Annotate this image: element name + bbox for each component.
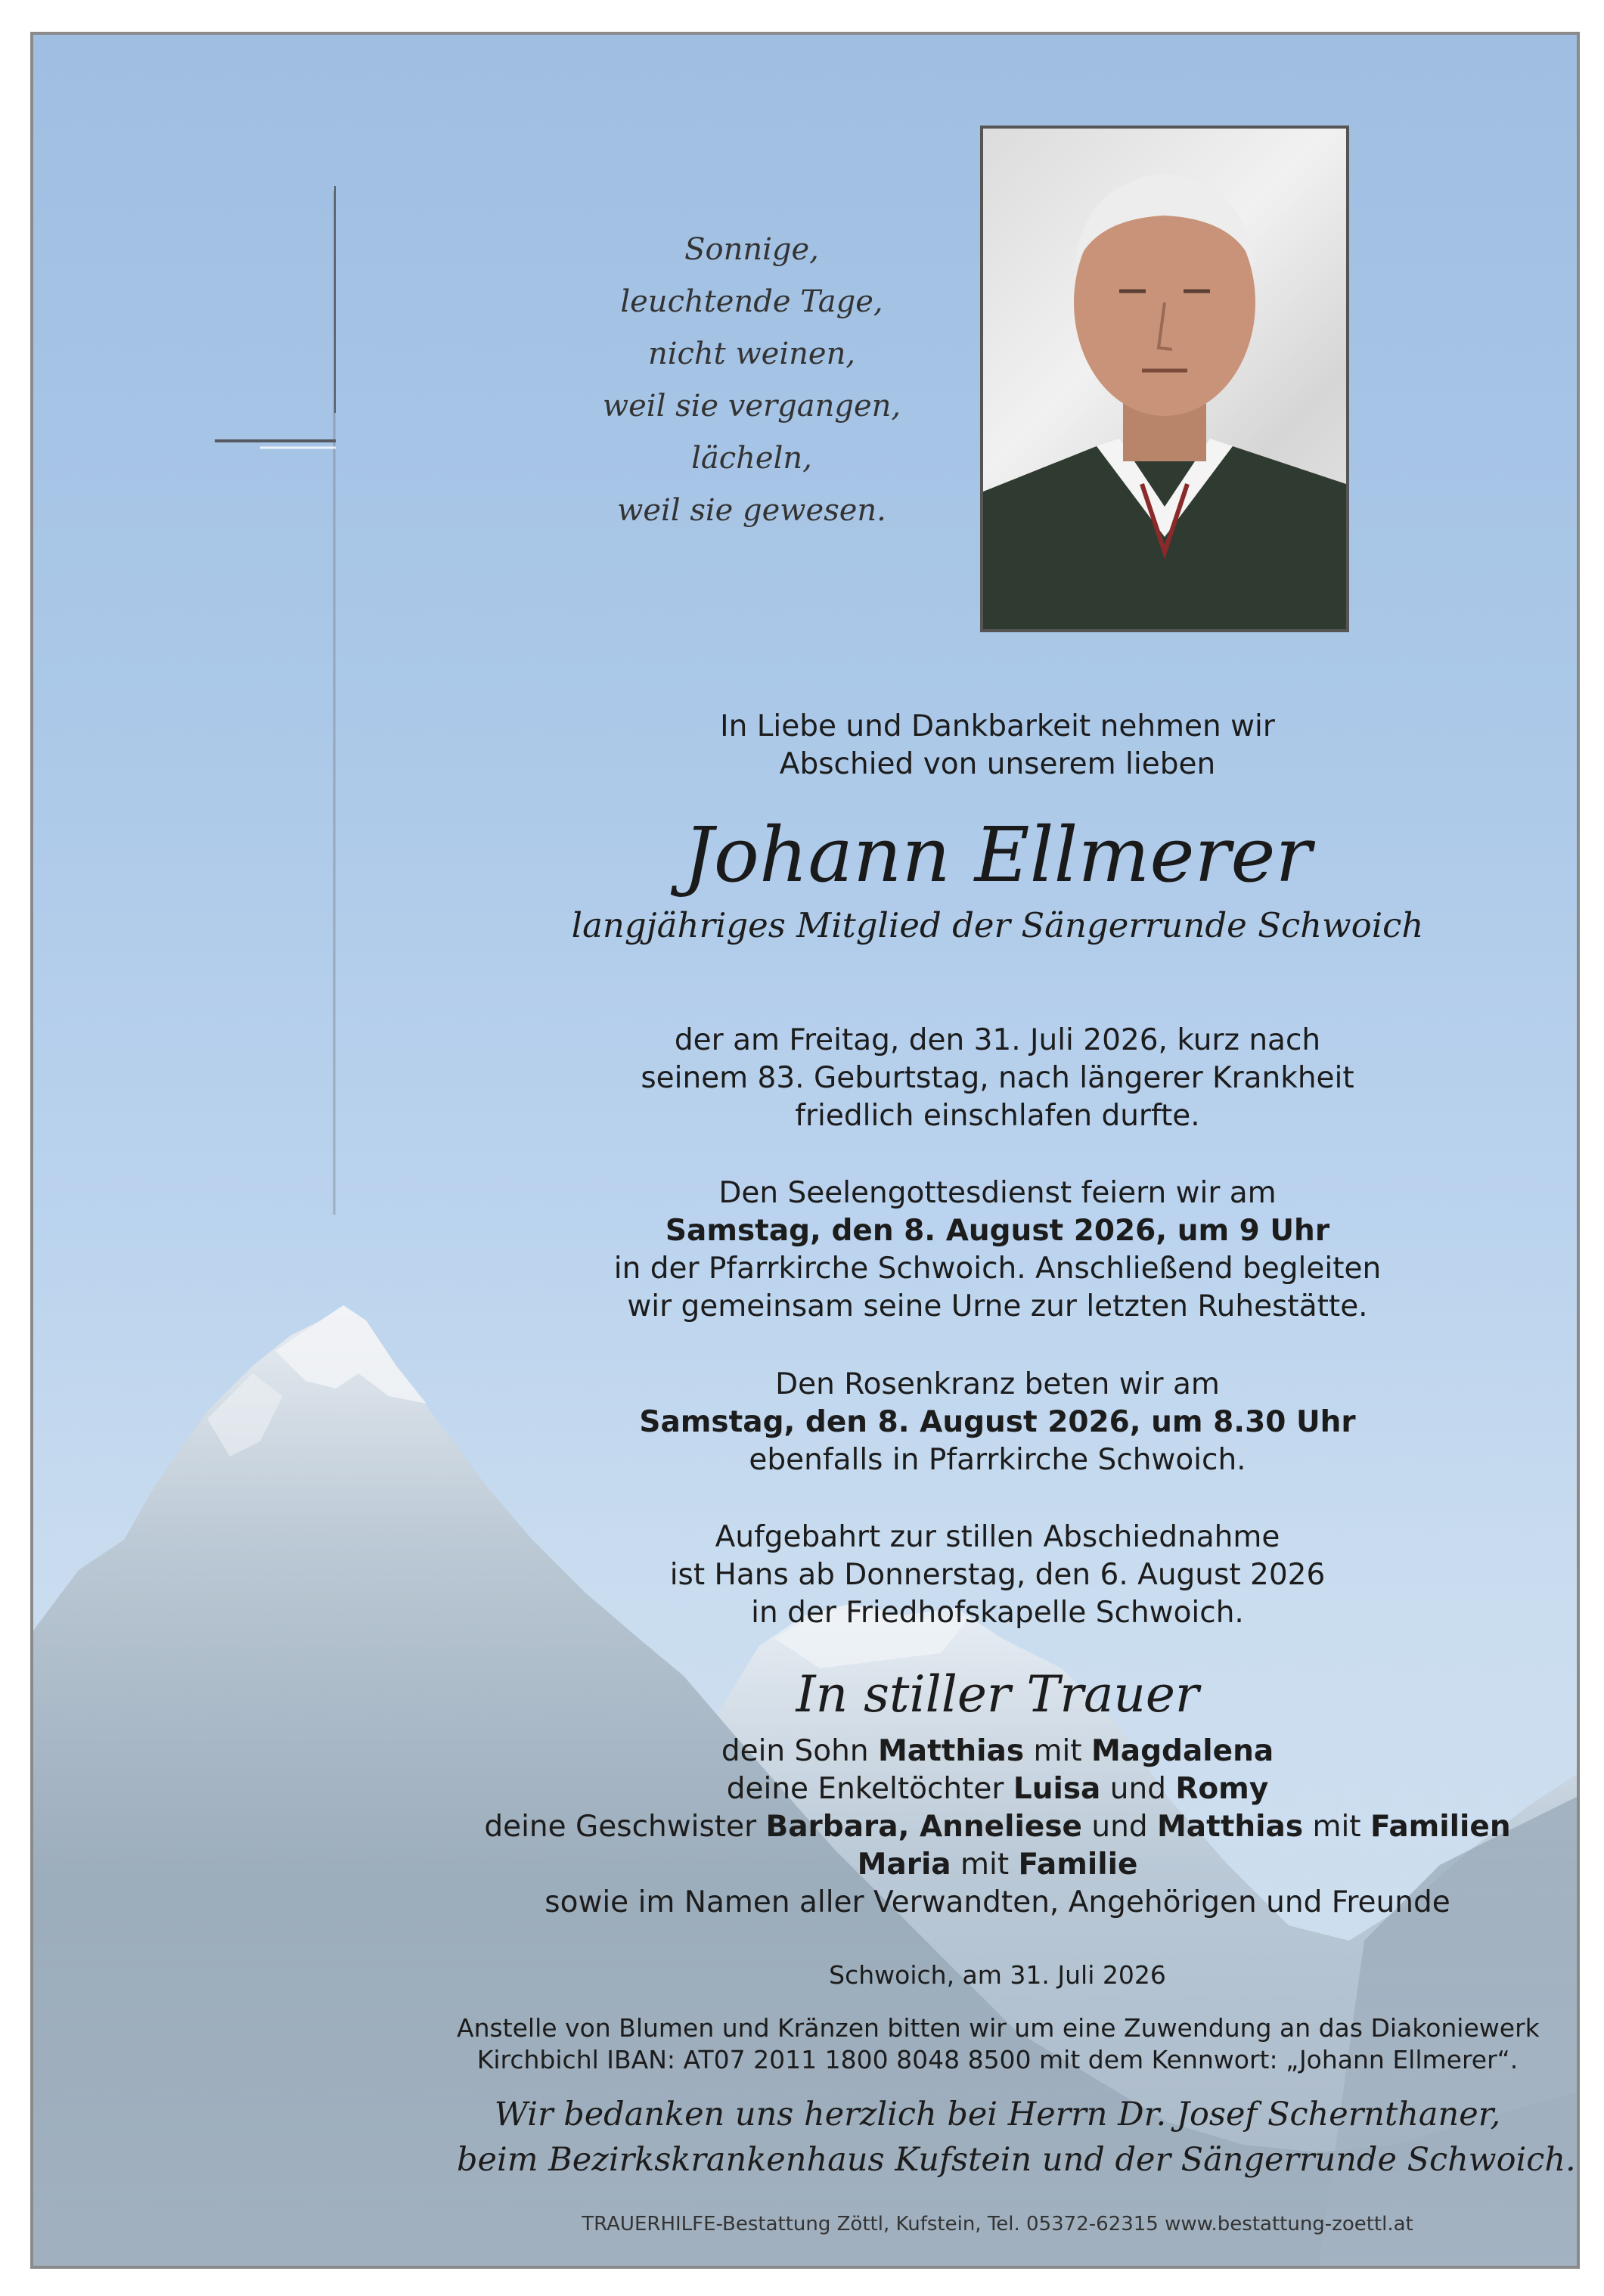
death-line: seinem 83. Geburtstag, nach längerer Krankheit [641,1061,1354,1095]
viewing-line: in der Friedhofskapelle Schwoich. [751,1596,1244,1630]
mourners-list [457,1733,1538,1922]
mass-date-text: Samstag, den 8. August 2026, um 9 Uhr [665,1214,1330,1248]
mass-line: Den Seelengottesdienst feiern wir am [718,1176,1277,1210]
portrait-photo [980,126,1349,632]
mourner-name: Barbara, Anneliese [765,1810,1082,1844]
verse-line: weil sie vergangen, [602,389,901,424]
mourner-line [457,1808,1538,1846]
mourner-text: mit [951,1848,1019,1882]
mourner-name: Matthias [877,1734,1025,1768]
verse-line: Sonnige, [684,232,819,267]
funeral-mass [457,1174,1538,1326]
mourner-text: mit [1024,1734,1091,1768]
viewing-line: ist Hans ab Donnerstag, den 6. August 2026 [669,1558,1326,1592]
mourner-name: Luisa [1013,1772,1101,1806]
verse-line: nicht weinen, [647,337,856,371]
mourner-name: Romy [1175,1772,1269,1806]
viewing-line: Aufgebahrt zur stillen Abschiednahme [715,1520,1280,1554]
thanks-note [457,2092,1576,2183]
mourner-name: Matthias [1157,1810,1304,1844]
death-notice [457,1022,1538,1135]
rosary-date [457,1404,1538,1441]
parte-frame [30,32,1580,2269]
memorial-verse [525,224,979,537]
rosary-date-text: Samstag, den 8. August 2026, um 8.30 Uhr [639,1405,1356,1439]
mourner-line [457,1770,1538,1808]
donation-line: Anstelle von Blumen und Kränzen bitten wir um eine Zuwendung an das Diakoniewerk [457,2013,1540,2043]
mourner-text: mit [1303,1810,1370,1844]
rosary-line: ebenfalls in Pfarrkirche Schwoich. [749,1443,1246,1477]
deceased-name: Johann Ellmerer [683,811,1312,899]
mass-date [457,1212,1538,1250]
mourner-line [457,1846,1538,1884]
deceased-subtitle: langjähriges Mitglied der Sängerrunde Schwoich [571,905,1424,945]
verse-line: weil sie gewesen. [617,493,886,528]
rosary [457,1366,1538,1479]
death-line: friedlich einschlafen durfte. [795,1099,1200,1133]
death-line: der am Freitag, den 31. Juli 2026, kurz nach [674,1023,1321,1057]
mourner-line [457,1733,1538,1770]
thanks-line: Wir bedanken uns herzlich bei Herrn Dr. Josef Schernthaner, [494,2096,1501,2133]
mourner-text: und [1100,1772,1176,1806]
mourner-name: Familie [1018,1848,1138,1882]
verse-line: lächeln, [691,441,812,476]
mourner-text: und [1082,1810,1157,1844]
intro-line: In Liebe und Dankbarkeit nehmen wir [720,709,1275,743]
rosary-line: Den Rosenkranz beten wir am [775,1367,1220,1401]
mourner-text: deine Enkeltöchter [726,1772,1013,1806]
mourning-title: In stiller Trauer [796,1665,1199,1724]
donation-line: Kirchbichl IBAN: AT07 2011 1800 8048 8500 mit dem Kennwort: „Johann Ellmerer“. [476,2045,1519,2074]
mass-line: in der Pfarrkirche Schwoich. Anschließend begleiten [613,1252,1382,1286]
mourner-text: dein Sohn [721,1734,878,1768]
intro-line: Abschied von unserem lieben [779,747,1216,781]
intro-text [457,708,1538,783]
thanks-line: beim Bezirkskrankenhaus Kufstein und der Sängerrunde Schwoich. [457,2141,1576,2179]
viewing-info [457,1519,1538,1632]
place-date: Schwoich, am 31. Juli 2026 [829,1960,1166,1990]
mourner-text: deine Geschwister [484,1810,766,1844]
mourner-name: Familien [1370,1810,1511,1844]
mourner-name: Maria [857,1848,951,1882]
mourner-line: sowie im Namen aller Verwandten, Angehörigen und Freunde [544,1885,1450,1919]
portrait-figure [983,129,1346,629]
cross-icon [33,35,336,1245]
donation-request [457,2012,1538,2076]
funeral-home-footer: TRAUERHILFE-Bestattung Zöttl, Kufstein, Tel. 05372-62315 www.bestattung-zoettl.at [582,2213,1413,2235]
verse-line: leuchtende Tage, [620,284,883,319]
mourner-name: Magdalena [1091,1734,1274,1768]
mass-line: wir gemeinsam seine Urne zur letzten Ruhestätte. [627,1289,1368,1323]
